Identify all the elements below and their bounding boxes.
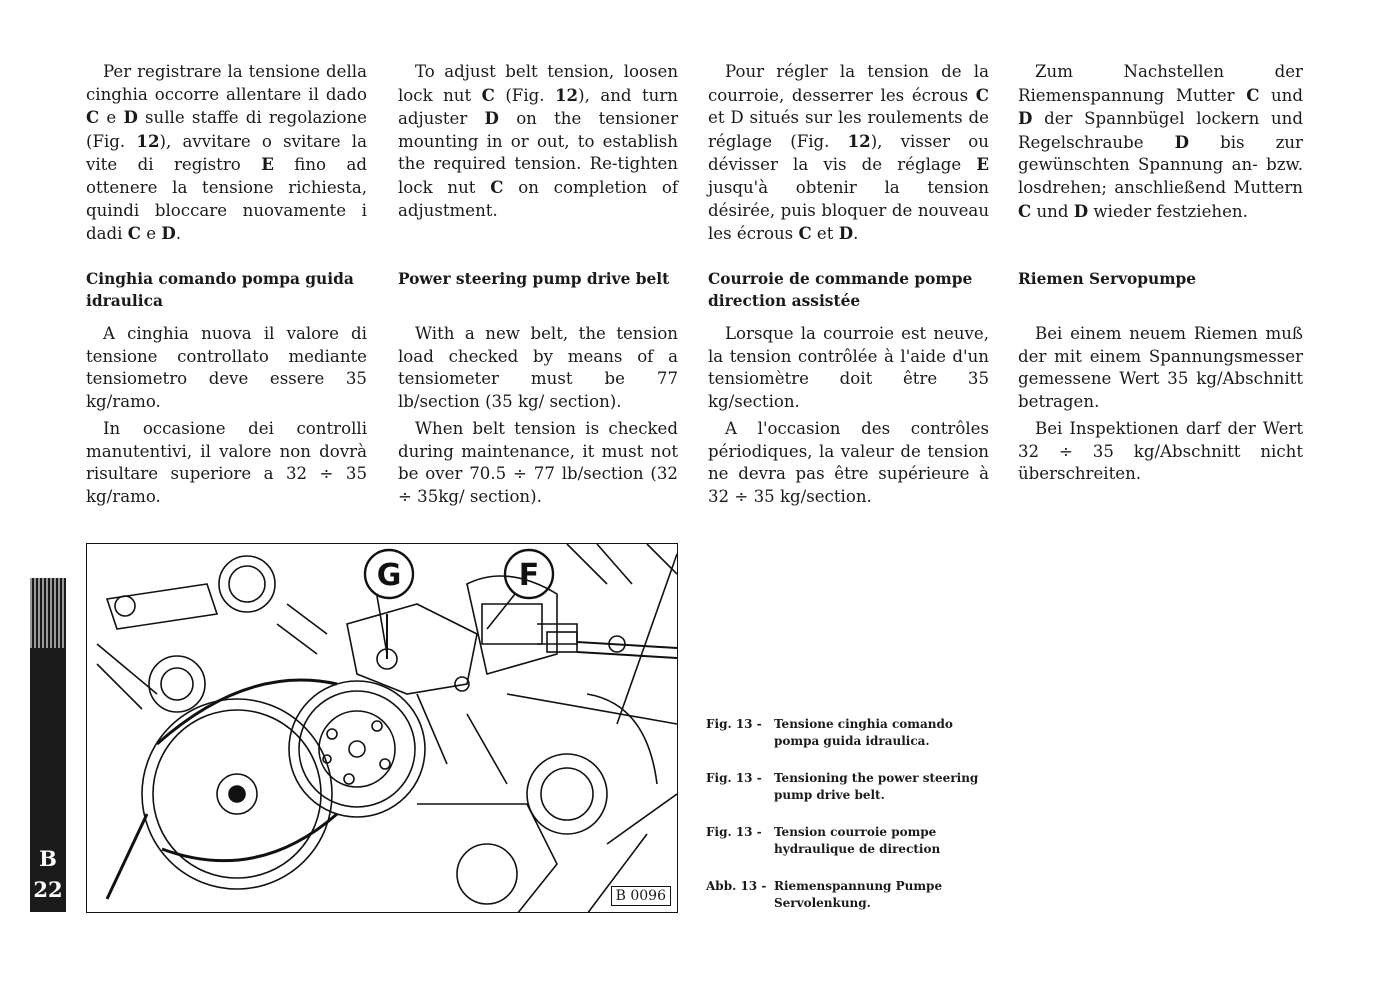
caption-en bbox=[706, 770, 992, 804]
caption-fr bbox=[706, 824, 992, 858]
caption-text: Tensioning the power steering pump drive belt. bbox=[774, 771, 979, 802]
it-heading: Cinghia comando pompa guida idraulica bbox=[86, 270, 354, 310]
fr-heading: Courroie de commande pompe direction assistée bbox=[708, 270, 973, 310]
en-para-new-belt: With a new belt, the tension load checked by means of a tensiometer must be 77 lb/section (35 kg/ section). bbox=[398, 324, 678, 411]
section-tab-label bbox=[30, 843, 66, 905]
pump-pulley-hub bbox=[349, 741, 365, 757]
belt-drive-illustration bbox=[86, 543, 678, 913]
caption-label: Abb. 13 - bbox=[706, 879, 767, 893]
callout-f-label: F bbox=[518, 558, 540, 593]
section-tab-texture bbox=[30, 578, 66, 648]
de-para-new-belt: Bei einem neuem Riemen muß der mit einem Spannungsmesser gemessene Wert 35 kg/Abschnitt betragen. bbox=[1018, 324, 1303, 411]
callout-g-label: G bbox=[376, 558, 402, 593]
page-number: 22 bbox=[33, 877, 63, 902]
caption-label: Fig. 13 - bbox=[706, 771, 762, 785]
caption-label: Fig. 13 - bbox=[706, 717, 762, 731]
section-letter: B bbox=[39, 846, 57, 871]
fr-para-new-belt: Lorsque la courroie est neuve, la tension contrôlée à l'aide d'un tensiomètre doit être 35 kg/section. bbox=[708, 324, 989, 411]
pump-pulley-rim bbox=[299, 691, 415, 807]
caption-text: Tensione cinghia comando pompa guida idraulica. bbox=[774, 717, 953, 748]
it-para-adjust: Per registrare la tensione della cinghia occorre allentare il dado C e D sulle staffe di regolazione (Fig. 12), avvitare o svitare la vite di registro E fino ad ottenere la tensione richiesta, quindi bloccare nuovamente i dadi C e D. bbox=[86, 62, 368, 244]
de-para-maintenance: Bei Inspektionen darf der Wert 32 ÷ 35 kg/Abschnitt nicht überschreiten. bbox=[1018, 419, 1303, 484]
caption-text: Riemenspannung Pumpe Servolenkung. bbox=[774, 879, 943, 910]
en-para-adjust: To adjust belt tension, loosen lock nut C (Fig. 12), and turn adjuster D on the tensioner mounting in or out, to establish the required tension. Re-tighten lock nut C on completion of adjustment. bbox=[398, 62, 678, 220]
caption-de bbox=[706, 878, 992, 912]
figure-captions bbox=[706, 716, 992, 932]
crank-nut bbox=[229, 786, 245, 802]
en-para-maintenance: When belt tension is checked during maintenance, it must not be over 70.5 ÷ 77 lb/section (32 ÷ 35kg/ section). bbox=[398, 419, 678, 506]
pump-pulley bbox=[289, 681, 425, 817]
figure-code: B 0096 bbox=[611, 886, 671, 906]
caption-text: Tension courroie pompe hydraulique de direction bbox=[774, 825, 941, 856]
hydraulic-line bbox=[577, 642, 677, 658]
caption-label: Fig. 13 - bbox=[706, 825, 762, 839]
it-para-maintenance: In occasione dei controlli manutentivi, il valore non dovrà risultare superiore a 32 ÷ 35 kg/ramo. bbox=[86, 419, 367, 506]
engine-drawing bbox=[87, 544, 678, 913]
fr-para-adjust: Pour régler la tension de la courroie, desserrer les écrous C et D situés sur les roulements de réglage (Fig. 12), visser ou dévisser la vis de réglage E jusqu'à obtenir la tension désirée, puis bloquer de nouveau les écrous C et D. bbox=[708, 62, 989, 244]
en-heading: Power steering pump drive belt bbox=[398, 270, 670, 288]
it-para-new-belt: A cinghia nuova il valore di tensione controllato mediante tensiometro deve essere 35 kg/ramo. bbox=[86, 324, 367, 411]
fr-para-maintenance: A l'occasion des contrôles périodiques, la valeur de tension ne devra pas être supérieure à 32 ÷ 35 kg/section. bbox=[708, 419, 989, 506]
de-heading: Riemen Servopumpe bbox=[1018, 270, 1197, 288]
tensioner-bracket bbox=[347, 604, 477, 694]
de-para-adjust: Zum Nachstellen der Riemenspannung Mutter C und D der Spannbügel lockern und Regelschraube D bis zur gewünschten Spannung an- bzw. losdrehen; anschließend Muttern C und D wieder festziehen. bbox=[1018, 62, 1303, 221]
caption-it bbox=[706, 716, 992, 750]
pump-pulley-face bbox=[319, 711, 395, 787]
thermostat-housing bbox=[219, 556, 275, 612]
